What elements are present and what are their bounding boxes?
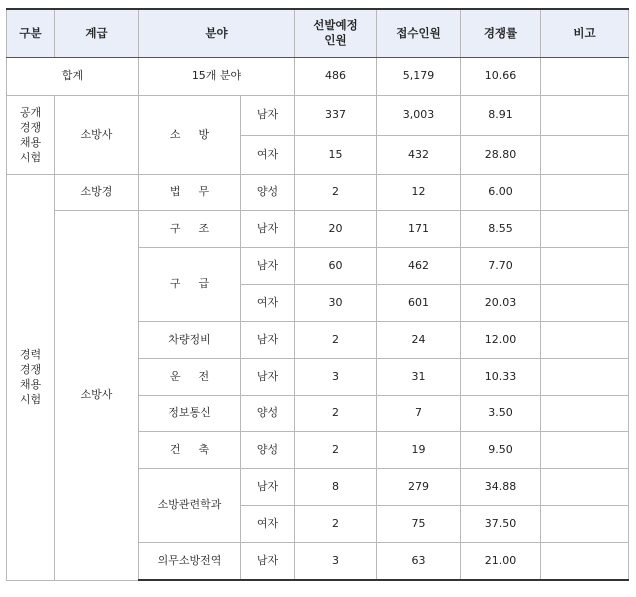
total-remarks	[541, 57, 629, 95]
field-cell	[139, 210, 241, 247]
planned-cell: 2	[295, 505, 377, 542]
applicants-cell: 31	[377, 358, 461, 395]
total-applicants: 5,179	[377, 57, 461, 95]
open-exam-field	[139, 95, 241, 174]
ratio-cell: 20.03	[461, 284, 541, 321]
remarks-cell	[541, 135, 629, 174]
planned-cell: 3	[295, 542, 377, 580]
category-line: 경력	[19, 348, 42, 361]
ratio-cell: 9.50	[461, 431, 541, 468]
career-rank-a: 소방경	[55, 174, 139, 210]
planned-cell: 2	[295, 174, 377, 210]
category-line: 공개	[19, 105, 42, 119]
field-cell: 의무소방전역	[139, 542, 241, 580]
remarks-cell	[541, 210, 629, 247]
total-planned: 486	[295, 57, 377, 95]
gender-cell: 양성	[241, 174, 295, 210]
header-row	[7, 9, 629, 57]
gender-cell: 남자	[241, 95, 295, 135]
open-exam-rank: 소방사	[55, 95, 139, 174]
header-planned-line1: 선발예정	[313, 18, 358, 33]
field-cell	[139, 174, 241, 210]
gender-cell: 여자	[241, 284, 295, 321]
ratio-cell: 7.70	[461, 247, 541, 284]
field-label: 법무	[169, 185, 228, 198]
applicants-cell: 462	[377, 247, 461, 284]
remarks-cell	[541, 542, 629, 580]
field-cell	[139, 247, 241, 321]
career-rank-b: 소방사	[55, 210, 139, 580]
table-row	[7, 174, 629, 210]
planned-cell: 2	[295, 395, 377, 431]
field-cell	[139, 358, 241, 395]
applicants-cell: 7	[377, 395, 461, 431]
career-exam-category	[7, 174, 55, 580]
table-row	[7, 210, 629, 247]
applicants-cell: 601	[377, 284, 461, 321]
remarks-cell	[541, 95, 629, 135]
field-label: 구조	[169, 221, 228, 235]
gender-cell: 남자	[241, 321, 295, 358]
applicants-cell: 19	[377, 431, 461, 468]
ratio-cell: 8.55	[461, 210, 541, 247]
ratio-cell: 6.00	[461, 174, 541, 210]
header-planned-line2: 인원	[324, 33, 347, 48]
remarks-cell	[541, 468, 629, 505]
field-cell	[139, 431, 241, 468]
field-label: 구급	[169, 277, 228, 290]
category-line: 채용	[19, 135, 42, 149]
header-ratio: 경쟁률	[461, 9, 541, 57]
ratio-cell: 8.91	[461, 95, 541, 135]
planned-cell: 337	[295, 95, 377, 135]
header-planned	[295, 9, 377, 57]
planned-cell: 60	[295, 247, 377, 284]
ratio-cell: 12.00	[461, 321, 541, 358]
ratio-cell: 28.80	[461, 135, 541, 174]
planned-cell: 30	[295, 284, 377, 321]
remarks-cell	[541, 395, 629, 431]
applicants-cell: 75	[377, 505, 461, 542]
header-category: 구분	[7, 9, 55, 57]
total-label: 합계	[7, 57, 139, 95]
category-line: 시험	[19, 150, 42, 164]
field-cell: 소방관련학과	[139, 468, 241, 542]
applicants-cell: 171	[377, 210, 461, 247]
planned-cell: 2	[295, 321, 377, 358]
gender-cell: 남자	[241, 358, 295, 395]
table-row	[7, 95, 629, 135]
applicants-cell: 12	[377, 174, 461, 210]
remarks-cell	[541, 247, 629, 284]
gender-cell: 남자	[241, 542, 295, 580]
gender-cell: 여자	[241, 505, 295, 542]
gender-cell: 여자	[241, 135, 295, 174]
field-label: 소방	[169, 127, 228, 141]
remarks-cell	[541, 321, 629, 358]
total-row	[7, 57, 629, 95]
remarks-cell	[541, 174, 629, 210]
remarks-cell	[541, 431, 629, 468]
open-exam-category	[7, 95, 55, 174]
planned-cell: 3	[295, 358, 377, 395]
category-line: 경쟁	[19, 120, 42, 134]
header-remarks: 비고	[541, 9, 629, 57]
planned-cell: 20	[295, 210, 377, 247]
category-line: 시험	[19, 393, 42, 406]
applicants-cell: 432	[377, 135, 461, 174]
header-rank: 계급	[55, 9, 139, 57]
gender-cell: 양성	[241, 431, 295, 468]
total-field: 15개 분야	[139, 57, 295, 95]
ratio-cell: 34.88	[461, 468, 541, 505]
gender-cell: 양성	[241, 395, 295, 431]
remarks-cell	[541, 358, 629, 395]
recruitment-table-container	[6, 8, 629, 581]
ratio-cell: 37.50	[461, 505, 541, 542]
planned-cell: 8	[295, 468, 377, 505]
gender-cell: 남자	[241, 210, 295, 247]
ratio-cell: 21.00	[461, 542, 541, 580]
applicants-cell: 279	[377, 468, 461, 505]
applicants-cell: 24	[377, 321, 461, 358]
applicants-cell: 3,003	[377, 95, 461, 135]
recruitment-table	[6, 8, 629, 581]
field-cell: 차량정비	[139, 321, 241, 358]
header-field: 분야	[139, 9, 295, 57]
gender-cell: 남자	[241, 468, 295, 505]
field-label: 건축	[169, 442, 228, 456]
planned-cell: 2	[295, 431, 377, 468]
header-applicants: 접수인원	[377, 9, 461, 57]
field-label: 운전	[169, 369, 228, 383]
gender-cell: 남자	[241, 247, 295, 284]
total-ratio: 10.66	[461, 57, 541, 95]
category-line: 채용	[19, 378, 42, 391]
remarks-cell	[541, 284, 629, 321]
field-cell: 정보통신	[139, 395, 241, 431]
category-line: 경쟁	[19, 363, 42, 376]
ratio-cell: 3.50	[461, 395, 541, 431]
planned-cell: 15	[295, 135, 377, 174]
remarks-cell	[541, 505, 629, 542]
ratio-cell: 10.33	[461, 358, 541, 395]
applicants-cell: 63	[377, 542, 461, 580]
